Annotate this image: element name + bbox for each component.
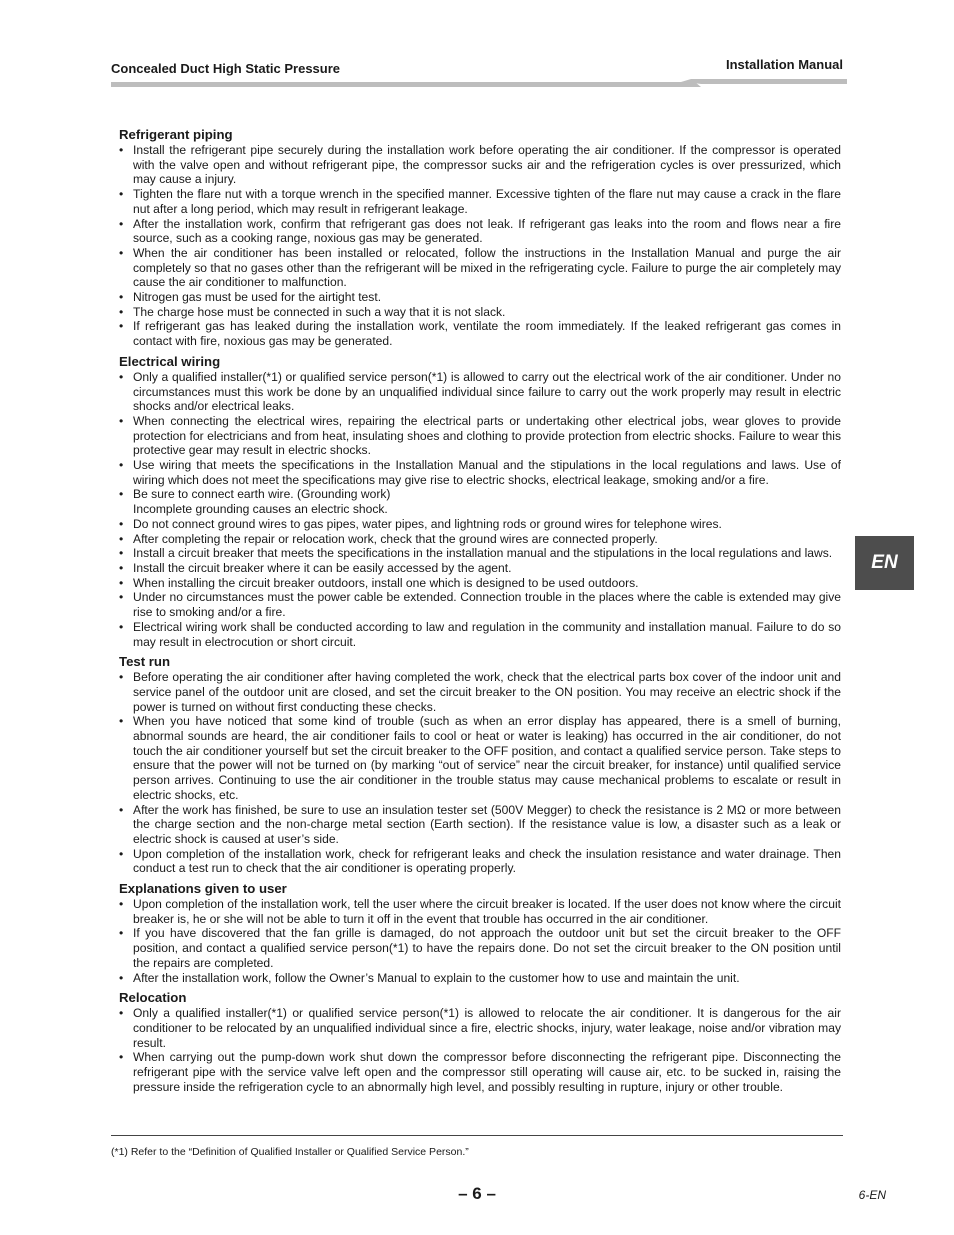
list-item: • Before operating the air conditioner after having completed the work, check that the electrical parts box cover of the indoor unit and service panel of the outdoor unit are closed, and set the circuit breaker to the ON position. You may receive an electric shock if the power is turned on without first conducting these checks. — [119, 670, 841, 714]
list-item: • Upon completion of the installation work, tell the user where the circuit breaker is located. If the user does not know where the circuit breaker is, he or she will not be able to turn it off in the event that trouble has occurred in the air conditioner. — [119, 897, 841, 926]
page-code: 6-EN — [858, 1188, 886, 1202]
list-item: • After the installation work, follow the Owner’s Manual to explain to the customer how to use and maintain the unit. — [119, 971, 841, 986]
list-item: • Under no circumstances must the power cable be extended. Connection trouble in the places where the cable is extended may give rise to smoking and/or a fire. — [119, 590, 841, 619]
footnote-divider — [111, 1135, 843, 1136]
list-item: • Upon completion of the installation work, check for refrigerant leaks and check the insulation resistance and water drainage. Then conduct a test run to check that the air conditioner is operating properly. — [119, 847, 841, 876]
section-refrigerant-piping — [119, 127, 841, 349]
list-item: • Do not connect ground wires to gas pipes, water pipes, and lightning rods or ground wires for telephone wires. — [119, 517, 841, 532]
header-left-title: Concealed Duct High Static Pressure — [111, 61, 341, 76]
list-item: • Only a qualified installer(*1) or qualified service person(*1) is allowed to carry out the electrical work of the air conditioner. Under no circumstances must this work be done by an unqualified individual since failure to carry out the work properly may result in electric shocks and/or electrical leaks. — [119, 370, 841, 414]
footnote: (*1) Refer to the “Definition of Qualified Installer or Qualified Service Person.” — [111, 1146, 469, 1158]
list-item: • When connecting the electrical wires, repairing the electrical parts or undertaking other electrical jobs, wear gloves to provide protection for electricians and from heat, insulating shoes and clothing to provide protection from electric shocks. Failure to wear this protective gear may result in electric shocks. — [119, 414, 841, 458]
list-item: • When the air conditioner has been installed or relocated, follow the instructions in the Installation Manual and purge the air completely so that no gases other than the refrigerant will be mixed in the refrigerating cycle. Failure to purge the air completely may cause the air conditioner to malfunction. — [119, 246, 841, 290]
list-item: • Nitrogen gas must be used for the airtight test. — [119, 290, 841, 305]
section-relocation — [119, 990, 841, 1094]
list-item: • When carrying out the pump-down work shut down the compressor before disconnecting the refrigerant pipe. Disconnecting the refrigerant pipe with the service valve left open and the compressor still operating will cause air, etc. to be sucked in, raising the pressure inside the refrigeration cycle to an abnormally high level, and possibly resulting in rupture, injury or other trouble. — [119, 1050, 841, 1094]
list-item: • After completing the repair or relocation work, check that the ground wires are connected properly. — [119, 532, 841, 547]
list-item: • Install the refrigerant pipe securely during the installation work before operating the air conditioner. If the compressor is operated with the valve open and without refrigerant pipe, the compressor sucks air and the refrigeration cycles is over pressurized, which may cause a injury. — [119, 143, 841, 187]
language-tab: EN — [855, 536, 914, 590]
list-item: • If refrigerant gas has leaked during the installation work, ventilate the room immediately. If the leaked refrigerant gas comes in contact with fire, noxious gas may be generated. — [119, 319, 841, 348]
list-item: • After the work has finished, be sure to use an insulation tester set (500V Megger) to check the resistance is 2 MΩ or more between the charge section and the non-charge metal section (Earth section). If the resistance value is low, a disaster such as a leak or electric shock is caused at user’s side. — [119, 803, 841, 847]
safety-content — [119, 127, 841, 1099]
list-item: • After the installation work, confirm that refrigerant gas does not leak. If refrigerant gas leaks into the room and flows near a fire source, such as a cooking range, noxious gas may be generated. — [119, 217, 841, 246]
list-item: • Tighten the flare nut with a torque wrench in the specified manner. Excessive tighten of the flare nut may cause a crack in the flare nut after a long period, which may result in refrigerant leakage. — [119, 187, 841, 216]
list-item: • When you have noticed that some kind of trouble (such as when an error display has appeared, there is a smell of burning, abnormal sounds are heard, the air conditioner fails to cool or heat or water is leaking) has occurred in the air conditioner, do not touch the air conditioner yourself but set the circuit breaker to the OFF position, and contact a qualified service person. Take steps to ensure that the power will not be turned on (by marking “out of service” near the circuit breaker, for instance) until qualified service person arrives. Continuing to use the air conditioner in the trouble status may cause mechanical problems to escalate or result in electric shocks, etc. — [119, 714, 841, 802]
list-item: • Install a circuit breaker that meets the specifications in the installation manual and the stipulations in the local regulations and laws. — [119, 546, 841, 561]
section-explanations-given-to-user — [119, 881, 841, 985]
section-title: Refrigerant piping — [119, 127, 233, 142]
page-number: – 6 – — [458, 1184, 496, 1203]
section-electrical-wiring — [119, 354, 841, 649]
section-title: Explanations given to user — [119, 881, 287, 897]
section-title: Relocation — [119, 990, 187, 1006]
list-item: • Be sure to connect earth wire. (Grounding work) Incomplete grounding causes an electric shock. — [119, 487, 841, 516]
header-bar — [111, 79, 847, 87]
list-item: • Only a qualified installer(*1) or qualified service person(*1) is allowed to relocate the air conditioner. It is dangerous for the air conditioner to be relocated by an unqualified individual since a fire, electric shocks, injury, water leakage, noise and/or vibration may result. — [119, 1006, 841, 1050]
list-item: • When installing the circuit breaker outdoors, install one which is designed to be used outdoors. — [119, 576, 841, 591]
list-item: • Use wiring that meets the specifications in the Installation Manual and the stipulations in the local regulations and laws. Use of wiring which does not meet the specifications may give rise to electric shocks, electrical leakage, smoking and/or a fire. — [119, 458, 841, 487]
section-title: Test run — [119, 654, 171, 670]
section-title: Electrical wiring — [119, 353, 221, 369]
section-test-run — [119, 654, 841, 876]
list-item: • The charge hose must be connected in such a way that it is not slack. — [119, 305, 841, 320]
list-item: • Electrical wiring work shall be conducted according to law and regulation in the community and installation manual. Failure to do so may result in electrocution or short circuit. — [119, 620, 841, 649]
list-item: • If you have discovered that the fan grille is damaged, do not approach the outdoor unit but set the circuit breaker to the OFF position, and contact a qualified service person(*1) to have the repairs done. Do not set the circuit breaker to the ON position until the repairs are completed. — [119, 926, 841, 970]
header-right-title: Installation Manual — [725, 57, 843, 72]
list-item: • Install the circuit breaker where it can be easily accessed by the agent. — [119, 561, 841, 576]
